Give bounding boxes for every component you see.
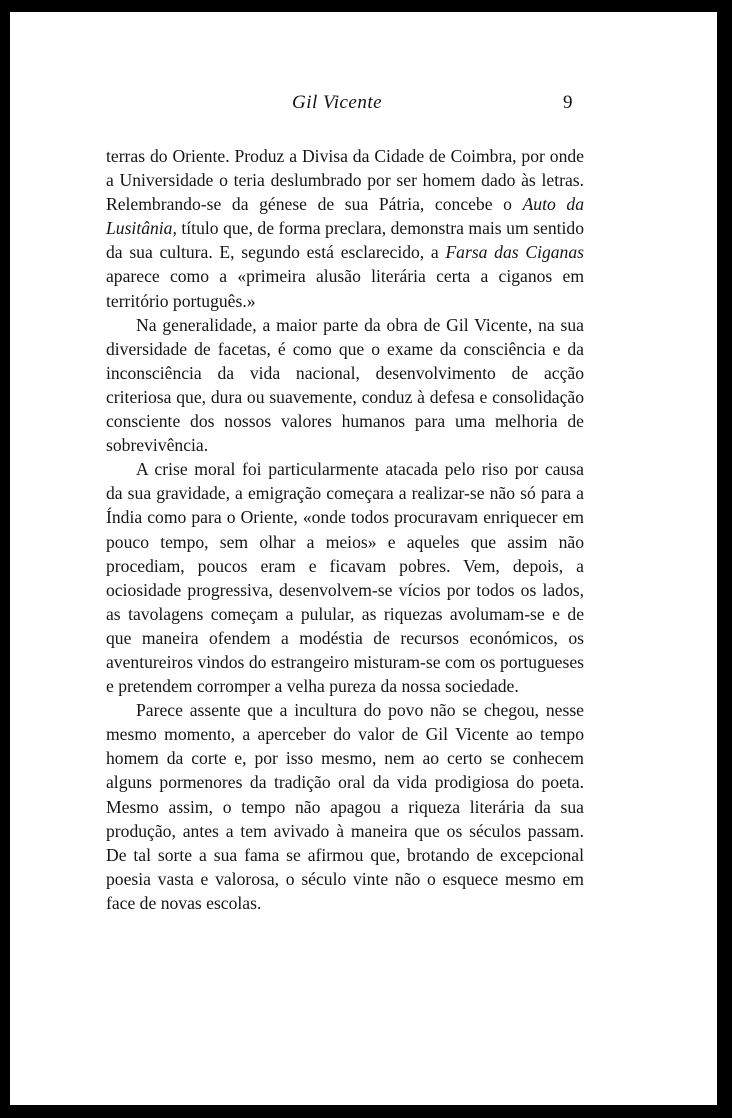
paragraph-1-text-c: aparece como a «primeira alusão literária certa a ciganos em território português.»	[106, 266, 584, 311]
paragraph-3-text: A crise moral foi particularmente atacada pelo riso por causa da sua gravidade, a emigração começara a realizar-se não só para a Índia como para o Oriente, «onde todos procuravam enriquecer em pouco tempo, sem olhar a meios» e aqueles que assim não procediam, poucos eram e ficavam pobres. Vem, depois, a ociosidade progressiva, desenvolvem-se vícios por todos os lados, as tavolagens começam a pulular, as riquezas avolumam-se e de que maneira ofendem a modéstia de recursos económicos, os aventureiros vindos do estrangeiro misturam-se com os portugueses e pretendem corromper a velha pureza da nossa sociedade.	[106, 459, 584, 697]
paragraph-2	[106, 313, 584, 458]
paragraph-1-text-b: título que, de forma preclara, demonstra mais um sentido da sua cultura. E, segundo está esclarecido, a	[106, 218, 584, 263]
paragraph-4	[106, 698, 584, 915]
running-title: Gil Vicente	[292, 92, 383, 113]
paragraph-4-text: Parece assente que a incultura do povo não se chegou, nesse mesmo momento, a aperceber do valor de Gil Vicente ao tempo homem da corte e, por isso mesmo, nem ao certo se conhecem alguns pormenores da tradição oral da vida prodigiosa do poeta. Mesmo assim, o tempo não apagou a riqueza literária da sua produção, antes a tem avivado à maneira que os séculos passam. De tal sorte a sua fama se afirmou que, brotando de excepcional poesia vasta e valorosa, o século vinte não o esquece mesmo em face de novas escolas.	[106, 700, 584, 913]
paragraph-1-italic-title-b: Farsa das Ciganas	[445, 242, 584, 263]
page-number: 9	[563, 92, 573, 113]
paragraph-1-italic-title-a: Auto da Lusitânia,	[106, 194, 584, 239]
paragraph-2-text: Na generalidade, a maior parte da obra de Gil Vicente, na sua diversidade de facetas, é como que o exame da consciência e da inconsciência da vida nacional, desenvolvimento de acção criteriosa que, dura ou suavemente, conduz à defesa e consolidação consciente dos nossos valores humanos para uma melhoria de sobrevivência.	[106, 314, 584, 456]
paragraph-3	[106, 457, 584, 698]
paragraph-1	[106, 144, 584, 313]
body-text	[106, 144, 584, 915]
paragraph-1-text-a: terras do Oriente. Produz a Divisa da Cidade de Coimbra, por onde a Universidade o teria deslumbrado por ser homem dado às letras. Relembrando-se da génese de sua Pátria, concebe o	[106, 146, 584, 215]
page-header	[10, 92, 717, 120]
book-page	[8, 10, 719, 1107]
